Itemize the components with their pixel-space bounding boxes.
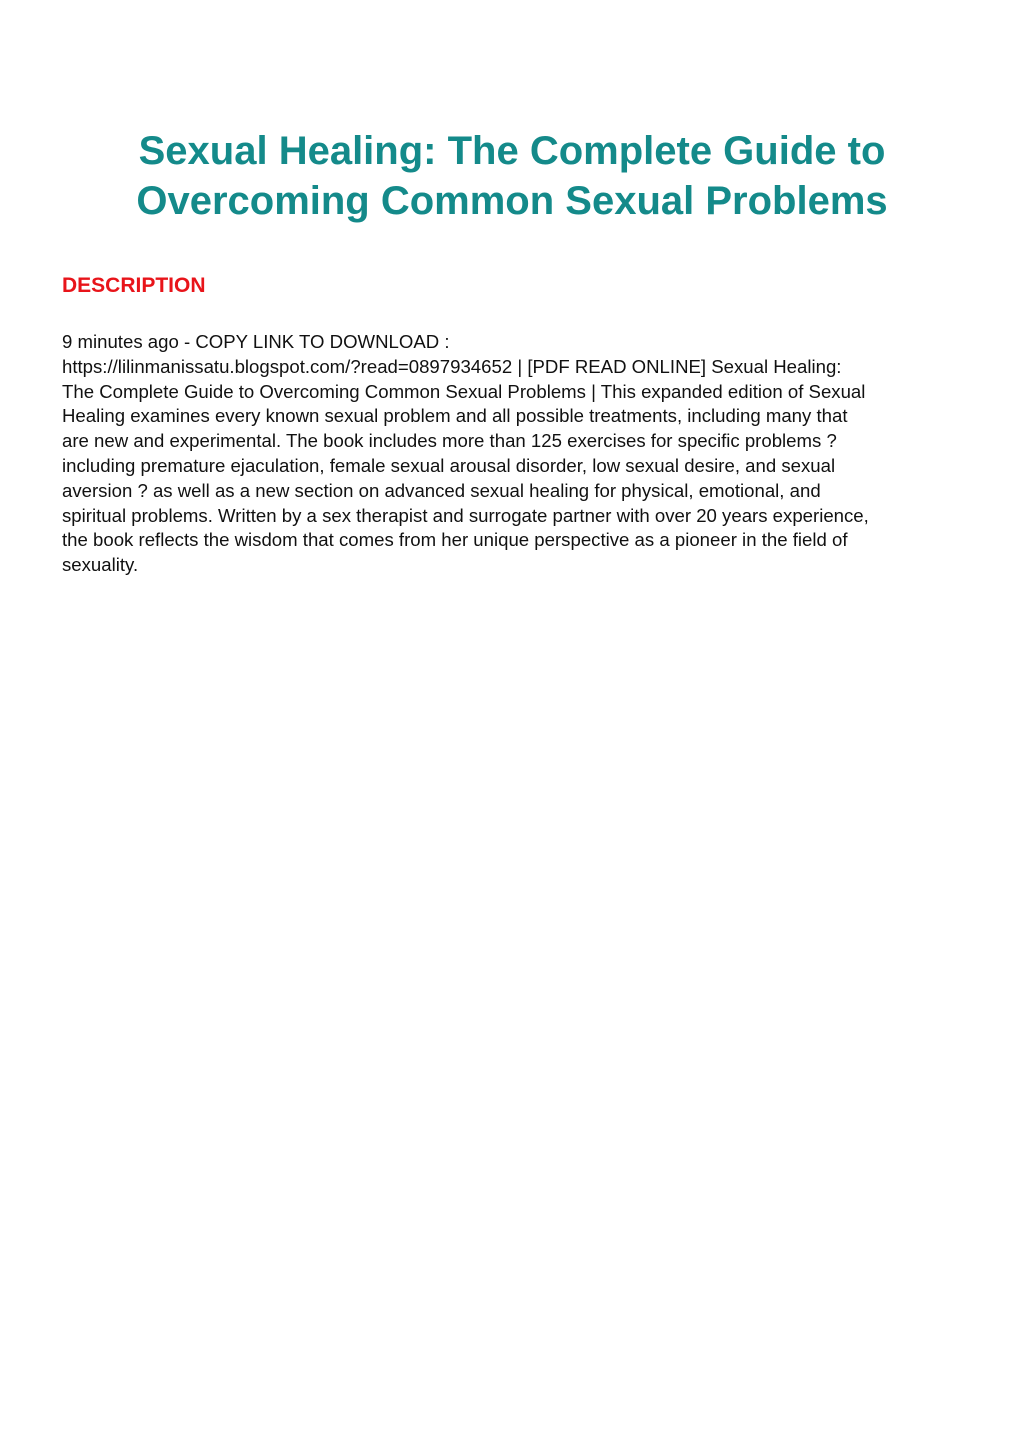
description-line-1: 9 minutes ago - COPY LINK TO DOWNLOAD : (62, 331, 450, 352)
title-line-2: Overcoming Common Sexual Problems (136, 179, 888, 223)
description-line-2: https://lilinmanissatu.blogspot.com/?read=0897934652 | [PDF READ ONLINE] Sexual Healing: (62, 355, 842, 377)
document-title (62, 126, 962, 226)
description-line-10: sexuality. (62, 554, 139, 576)
description-heading: DESCRIPTION (62, 274, 206, 297)
title-line-1: Sexual Healing: The Complete Guide to (138, 129, 886, 173)
description-line-3: The Complete Guide to Overcoming Common Sexual Problems | This expanded edition of Sexual (62, 380, 866, 402)
description-line-5: are new and experimental. The book includes more than 125 exercises for specific problems ? (62, 430, 837, 452)
description-line-7: aversion ? as well as a new section on advanced sexual healing for physical, emotional, and (62, 479, 821, 501)
description-line-9: the book reflects the wisdom that comes from her unique perspective as a pioneer in the field of (62, 529, 848, 551)
description-line-6: including premature ejaculation, female sexual arousal disorder, low sexual desire, and sexual (62, 454, 836, 476)
description-line-4: Healing examines every known sexual problem and all possible treatments, including many that (62, 405, 848, 427)
description-body (62, 330, 982, 578)
description-line-8: spiritual problems. Written by a sex therapist and surrogate partner with over 20 years experience, (62, 504, 869, 526)
